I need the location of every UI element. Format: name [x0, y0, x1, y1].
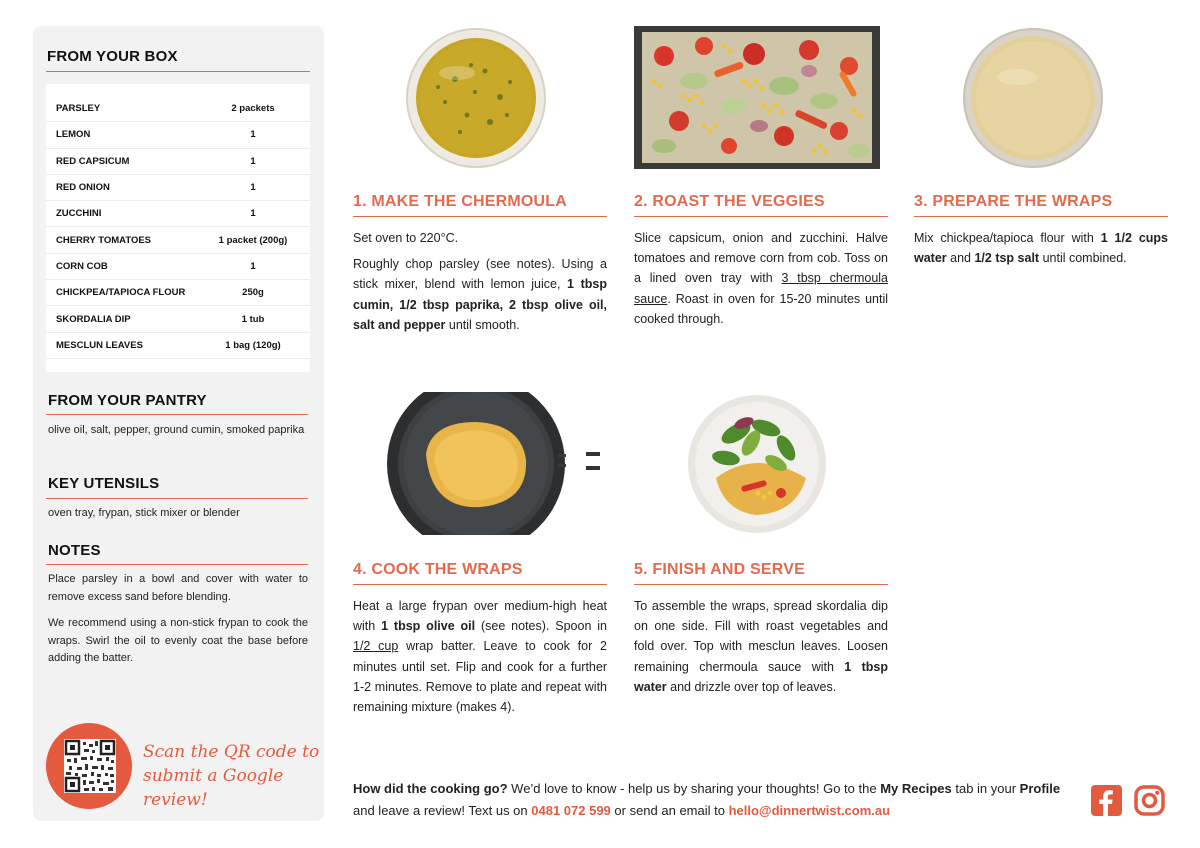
table-row	[46, 201, 310, 227]
step-3-rule	[914, 216, 1168, 217]
step-4-body	[353, 596, 607, 723]
utensils-text: oven tray, frypan, stick mixer or blender	[48, 507, 240, 519]
ingredient-name: CORN COB	[56, 260, 108, 272]
ingredient-qty: 1	[250, 182, 256, 194]
notes-rule	[46, 564, 308, 565]
step-text-span: and drizzle over top of leaves.	[666, 679, 837, 694]
ingredient-qty: 1 packet (200g)	[218, 234, 288, 246]
plated-wrap-image	[686, 393, 828, 535]
step-4-title: 4. COOK THE WRAPS	[353, 561, 523, 578]
step-text-span: To assemble the wraps, spread skordalia dip on one side. Fill with roast vegetables and fold over. Top with mesclun leaves. Loosen remaining chermoula sauce with	[634, 599, 888, 674]
step-1-body	[353, 228, 607, 341]
ingredient-name: SKORDALIA DIP	[56, 313, 131, 325]
ingredient-qty: 1	[250, 260, 256, 272]
step-text-span: . Roast in oven for 15-20 minutes until cooked through.	[634, 291, 888, 326]
step-2-rule	[634, 216, 888, 217]
feedback-footer	[353, 778, 1078, 822]
step-text-bold: 1 tbsp olive oil	[381, 619, 476, 634]
roasted-veggies-image	[634, 26, 880, 169]
profile-label: Profile	[1019, 781, 1061, 796]
ingredient-name: CHERRY TOMATOES	[56, 234, 152, 246]
from-box-rule	[46, 71, 310, 72]
step-1-text	[353, 254, 607, 335]
ingredient-name: MESCLUN LEAVES	[56, 339, 143, 351]
step-text-bold: 1 tbsp cumin, 1/2 tbsp paprika, 2 tbsp olive oil, salt and pepper	[353, 277, 607, 332]
step-text-bold: 1/2 tsp salt	[974, 251, 1040, 266]
step-3-title: 3. PREPARE THE WRAPS	[914, 193, 1113, 210]
notes-list	[48, 571, 308, 668]
step-3-body	[914, 228, 1168, 274]
table-row	[46, 122, 310, 148]
ingredient-name: ZUCCHINI	[56, 208, 102, 220]
pantry-rule	[46, 414, 308, 415]
ingredient-qty: 250g	[242, 287, 264, 299]
qr-caption	[143, 740, 323, 812]
footer-text: and leave a review! Text us on	[353, 803, 532, 818]
step-text-span: wrap batter. Leave to cook for 2 minutes until set. Flip and cook for a further 1-2 minutes. Remove to plate and repeat with remaining mixture (makes 4).	[353, 639, 607, 715]
step-text-span: Mix chickpea/tapioca flour with	[914, 231, 1101, 245]
step-text-span: until smooth.	[445, 317, 520, 332]
step-1-title: 1. MAKE THE CHERMOULA	[353, 193, 567, 210]
table-row	[46, 227, 310, 253]
chermoula-bowl-image	[405, 27, 547, 169]
step-text-bold: 1 1/2 cups water	[914, 231, 1169, 266]
notes-heading: NOTES	[48, 542, 101, 559]
instagram-icon[interactable]	[1134, 785, 1165, 816]
step-2-title: 2. ROAST THE VEGGIES	[634, 193, 825, 210]
step-5-body	[634, 596, 888, 703]
step-text-span: Slice capsicum, onion and zucchini. Halve tomatoes and remove corn from cob. Toss on a lined oven tray with	[634, 231, 888, 286]
table-row	[46, 254, 310, 280]
ingredient-qty: 2 packets	[231, 103, 275, 115]
step-text-underline: 3 tbsp chermoula sauce	[634, 271, 889, 306]
qr-caption-line: Scan the QR code to	[143, 742, 320, 762]
utensils-rule	[46, 498, 308, 499]
email-link[interactable]: hello@dinnertwist.com.au	[728, 803, 891, 818]
footer-text: or send an email to	[610, 803, 729, 818]
ingredient-qty: 1	[250, 129, 256, 141]
step-text-span: Heat a large frypan over medium-high heat with	[353, 599, 607, 634]
footer-text: We’d love to know - help us by sharing your thoughts! Go to the	[507, 781, 881, 796]
step-1-rule	[353, 216, 607, 217]
pantry-text: olive oil, salt, pepper, ground cumin, smoked paprika	[48, 424, 305, 436]
my-recipes-label: My Recipes	[880, 781, 952, 796]
ingredients-table	[46, 84, 310, 372]
ingredient-name: LEMON	[56, 129, 91, 141]
step-2-text	[634, 228, 888, 329]
facebook-icon[interactable]	[1091, 785, 1122, 816]
sidebar	[33, 26, 324, 821]
from-box-heading: FROM YOUR BOX	[47, 48, 178, 65]
step-text-underline: 1/2 cup	[353, 639, 399, 654]
qr-caption-line: submit a Google review!	[143, 766, 284, 810]
footer-question: How did the cooking go?	[353, 781, 508, 796]
ingredient-qty: 1 tub	[241, 313, 265, 325]
table-row	[46, 306, 310, 332]
table-row	[46, 280, 310, 306]
step-4-text	[353, 596, 607, 717]
ingredient-qty: 1	[250, 208, 256, 220]
step-5-rule	[634, 584, 888, 585]
footer-text: tab in your	[951, 781, 1020, 796]
ingredient-name: PARSLEY	[56, 103, 101, 115]
step-5-title: 5. FINISH AND SERVE	[634, 561, 805, 578]
wrap-batter-image	[962, 27, 1104, 169]
step-1-text: Set oven to 220°C.	[353, 231, 459, 245]
ingredient-name: CHICKPEA/TAPIOCA FLOUR	[56, 287, 186, 299]
pantry-heading: FROM YOUR PANTRY	[48, 392, 207, 409]
ingredient-name: RED CAPSICUM	[56, 155, 130, 167]
step-text-span: (see notes). Spoon in	[475, 619, 608, 634]
ingredient-name: RED ONION	[56, 182, 110, 194]
note-item: Place parsley in a bowl and cover with water to remove excess sand before blending.	[48, 573, 308, 603]
utensils-heading: KEY UTENSILS	[48, 475, 160, 492]
step-text-span: Roughly chop parsley (see notes). Using a stick mixer, blend with lemon juice,	[353, 257, 607, 292]
qr-badge	[46, 723, 132, 809]
table-row	[46, 96, 310, 122]
qr-code-icon[interactable]	[64, 739, 116, 793]
frypan-wrap-image	[386, 392, 606, 535]
ingredient-qty: 1 bag (120g)	[225, 339, 281, 351]
table-row	[46, 333, 310, 359]
ingredient-qty: 1	[250, 155, 256, 167]
step-4-rule	[353, 584, 607, 585]
note-item: We recommend using a non-stick frypan to cook the wraps. Swirl the oil to evenly coat the base before adding the batter.	[48, 617, 308, 664]
table-row	[46, 175, 310, 201]
table-row	[46, 149, 310, 175]
step-text-span: until combined.	[1039, 251, 1127, 266]
step-3-text	[914, 228, 1168, 268]
step-text-bold: 1 tbsp water	[634, 659, 888, 694]
phone-link[interactable]: 0481 072 599	[531, 803, 611, 818]
step-5-text	[634, 596, 888, 697]
step-text-span: and	[946, 251, 975, 266]
step-2-body	[634, 228, 888, 335]
